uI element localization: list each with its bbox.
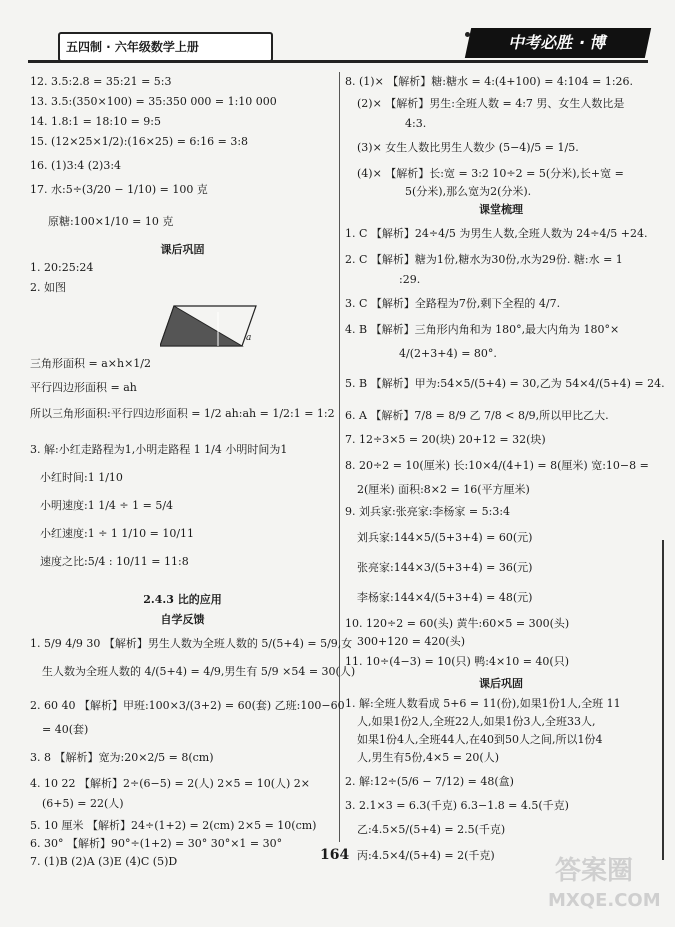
answer-line: 4:3. xyxy=(405,117,427,130)
answer-line: 7. 12÷3×5 = 20(块) 20+12 = 32(块) xyxy=(345,433,546,446)
answer-line: 17. 水:5÷(3/20 − 1/10) = 100 克 xyxy=(30,183,208,196)
answer-line: 7. (1)B (2)A (3)E (4)C (5)D xyxy=(30,855,178,868)
answer-line: 速度之比:5/4 : 10/11 = 11:8 xyxy=(40,555,189,568)
page-number: 164 xyxy=(320,847,350,863)
answer-line: 3. 解:小红走路程为1,小明走路程 1 1/4 小明时间为1 xyxy=(30,443,288,456)
page-edge-line xyxy=(662,540,664,860)
answer-line: 11. 10÷(4−3) = 10(只) 鸭:4×10 = 40(只) xyxy=(345,655,569,668)
answer-line: 2. 如图 xyxy=(30,281,66,294)
answer-line: = 40(套) xyxy=(42,723,89,736)
answer-line: 8. 20÷2 = 10(厘米) 长:10×4/(4+1) = 8(厘米) 宽:10−8 = xyxy=(345,459,649,472)
section-heading: 自学反馈 xyxy=(160,613,205,626)
header-brand: 中考必胜 · 博 xyxy=(465,28,651,58)
answer-line: 所以三角形面积:平行四边形面积 = 1/2 ah:ah = 1/2:1 = 1:2 xyxy=(30,407,335,420)
answer-line: 生人数为全班人数的 4/(5+4) = 4/9,男生有 5/9 ×54 = 30(人) xyxy=(42,665,356,678)
answer-line: 人,男生有5份,4×5 = 20(人) xyxy=(357,751,499,764)
section-heading: 2.4.3 比的应用 xyxy=(143,593,222,606)
answer-line: 4/(2+3+4) = 80°. xyxy=(399,347,497,360)
answer-line: 15. (12×25×1/2):(16×25) = 6:16 = 3:8 xyxy=(30,135,249,148)
answer-line: 原糖:100×1/10 = 10 克 xyxy=(48,215,174,228)
watermark-logo: 答案圈 xyxy=(555,856,634,886)
answer-line: (2)× 【解析】男生:全班人数 = 4:7 男、女生人数比是 xyxy=(357,97,625,110)
side-label: a xyxy=(246,333,252,343)
triangle-shape xyxy=(160,306,242,346)
answer-line: 三角形面积 = a×h×1/2 xyxy=(30,357,151,370)
answer-line: 李杨家:144×4/(5+3+4) = 48(元) xyxy=(357,591,533,604)
answer-line: 小红时间:1 1/10 xyxy=(40,471,123,484)
answer-line: 10. 120÷2 = 60(头) 黄牛:60×5 = 300(头) xyxy=(345,617,570,630)
answer-line: 如果1份4人,全班44人,在40到50人之间,所以1份4 xyxy=(357,733,603,746)
answer-line: 丙:4.5×4/(5+4) = 2(千克) xyxy=(357,849,495,862)
answer-line: :29. xyxy=(399,273,421,286)
answer-line: 3. C 【解析】全路程为7份,剩下全程的 4/7. xyxy=(345,297,561,310)
answer-line: 4. B 【解析】三角形内角和为 180°,最大内角为 180°× xyxy=(345,323,620,336)
answer-line: (4)× 【解析】长:宽 = 3:2 10÷2 = 5(分米),长+宽 = xyxy=(357,167,624,180)
answer-line: 刘兵家:144×5/(5+3+4) = 60(元) xyxy=(357,531,533,544)
section-heading: 课后巩固 xyxy=(479,677,523,690)
answer-line: 300+120 = 420(头) xyxy=(357,635,465,648)
answer-line: 5. 10 厘米 【解析】24÷(1+2) = 2(cm) 2×5 = 10(cm) xyxy=(30,819,317,832)
answer-line: 1. 解:全班人数看成 5+6 = 11(份),如果1份1人,全班 11 xyxy=(345,697,621,710)
answer-line: 14. 1.8:1 = 18:10 = 9:5 xyxy=(30,115,162,128)
answer-line: 3. 8 【解析】宽为:20×2/5 = 8(cm) xyxy=(30,751,214,764)
answer-line: 2. C 【解析】糖为1份,糖水为30份,水为29份. 糖:水 = 1 xyxy=(345,253,623,266)
answer-line: 6. 30° 【解析】90°÷(1+2) = 30° 30°×1 = 30° xyxy=(30,837,283,850)
column-divider xyxy=(339,72,340,842)
answer-line: 1. 5/9 4/9 30 【解析】男生人数为全班人数的 5/(5+4) = 5/9,女 xyxy=(30,637,353,650)
answer-line: 16. (1)3:4 (2)3:4 xyxy=(30,159,122,172)
answer-line: 13. 3.5:(350×100) = 35:350 000 = 1:10 000 xyxy=(30,95,277,108)
answer-line: 1. 20:25:24 xyxy=(30,261,94,274)
header-series-title: 五四制 · 六年级数学上册 xyxy=(58,32,273,62)
answer-line: 8. (1)× 【解析】糖:糖水 = 4:(4+100) = 4:104 = 1:26. xyxy=(345,75,634,88)
answer-line: 5(分米),那么宽为2(分米). xyxy=(405,185,532,198)
answer-line: 5. B 【解析】甲为:54×5/(5+4) = 30,乙为 54×4/(5+4) = 24. xyxy=(345,377,665,390)
section-heading: 课堂梳理 xyxy=(479,203,523,216)
answer-line: 2. 60 40 【解析】甲班:100×3/(3+2) = 60(套) 乙班:100−60 xyxy=(30,699,345,712)
watermark-url: MXQE.COM xyxy=(548,890,661,911)
answer-line: 2(厘米) 面积:8×2 = 16(平方厘米) xyxy=(357,483,530,496)
answer-line: 4. 10 22 【解析】2÷(6−5) = 2(人) 2×5 = 10(人) 2× xyxy=(30,777,310,790)
parallelogram-figure xyxy=(160,302,260,352)
answer-line: 12. 3.5:2.8 = 35:21 = 5:3 xyxy=(30,75,172,88)
page-header xyxy=(28,24,648,70)
section-heading: 课后巩固 xyxy=(160,243,205,256)
answer-line: 小明速度:1 1/4 ÷ 1 = 5/4 xyxy=(40,499,174,512)
answer-line: 2. 解:12÷(5/6 − 7/12) = 48(盒) xyxy=(345,775,514,788)
answer-line: 平行四边形面积 = ah xyxy=(30,381,137,394)
header-rule xyxy=(28,60,648,63)
answer-line: 3. 2.1×3 = 6.3(千克) 6.3−1.8 = 4.5(千克) xyxy=(345,799,569,812)
answer-line: 1. C 【解析】24÷4/5 为男生人数,全班人数为 24÷4/5 +24. xyxy=(345,227,648,240)
answer-line: (6+5) = 22(人) xyxy=(42,797,124,810)
answer-line: 乙:4.5×5/(5+4) = 2.5(千克) xyxy=(357,823,506,836)
answer-line: 张亮家:144×3/(5+3+4) = 36(元) xyxy=(357,561,533,574)
answer-line: (3)× 女生人数比男生人数少 (5−4)/5 = 1/5. xyxy=(357,141,579,154)
answer-line: 9. 刘兵家:张亮家:李杨家 = 5:3:4 xyxy=(345,505,511,518)
answer-line: 小红速度:1 ÷ 1 1/10 = 10/11 xyxy=(40,527,195,540)
answer-line: 人,如果1份2人,全班22人,如果1份3人,全班33人, xyxy=(357,715,596,728)
answer-line: 6. A 【解析】7/8 = 8/9 乙 7/8 < 8/9,所以甲比乙大. xyxy=(345,409,609,422)
